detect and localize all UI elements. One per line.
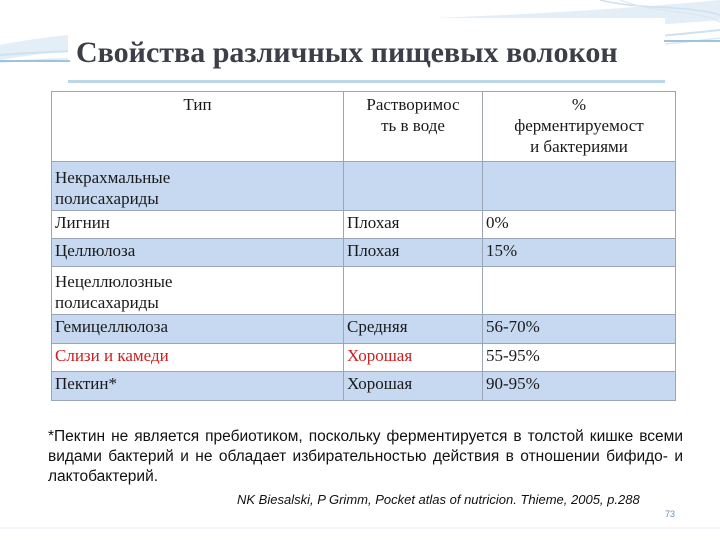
header-fermentation-line-1: %	[571, 95, 587, 114]
row-type-cell: Лигнин	[52, 211, 344, 239]
row-fermentation-cell: 0%	[483, 211, 676, 239]
row-type-label-line-2: полисахариды	[55, 189, 159, 208]
page-number: 73	[664, 509, 675, 519]
table-row	[52, 239, 676, 267]
row-fermentation-cell: 15%	[483, 239, 676, 267]
row-fermentation-cell	[483, 267, 676, 315]
header-fermentation-line-2: ферментируемост	[514, 116, 644, 135]
table-row	[52, 315, 676, 344]
row-fermentation-cell: 90-95%	[483, 372, 676, 401]
left-accent-line	[0, 60, 70, 62]
row-solubility-cell: Плохая	[344, 239, 483, 267]
fiber-properties-table	[51, 91, 676, 401]
row-solubility-cell: Средняя	[344, 315, 483, 344]
reference-citation: NK Biesalski, P Grimm, Pocket atlas of nutricion. Thieme, 2005, p.288	[237, 492, 640, 507]
footnote: *Пектин не является пребиотиком, поскольку ферментируется в толстой кишке всеми видами бактерий и не обладает избирательностью действия в отношении бифидо- и лактобактерий.	[48, 428, 683, 485]
table-row	[52, 211, 676, 239]
header-type: Тип	[52, 92, 344, 162]
table-header-row	[52, 92, 676, 162]
row-solubility-cell: Хорошая	[344, 372, 483, 401]
table-row	[52, 267, 676, 315]
row-type-cell: Гемицеллюлоза	[52, 315, 344, 344]
row-type-cell: Пектин*	[52, 372, 344, 401]
row-solubility-cell: Хорошая	[344, 344, 483, 372]
row-type-cell	[52, 267, 344, 315]
row-solubility-cell	[344, 162, 483, 211]
row-type-cell: Слизи и камеди	[52, 344, 344, 372]
header-solubility-line-1: Растворимос	[366, 95, 460, 114]
table-row	[52, 344, 676, 372]
row-fermentation-cell	[483, 162, 676, 211]
table-row	[52, 162, 676, 211]
header-fermentation-line-3: и бактериями	[530, 137, 628, 156]
title-underline	[68, 80, 665, 83]
row-type-label-line-1: Некрахмальные	[55, 168, 171, 187]
table-row	[52, 372, 676, 401]
row-type-cell	[52, 162, 344, 211]
header-fermentation	[483, 92, 676, 162]
row-fermentation-cell: 56-70%	[483, 315, 676, 344]
slide-title: Свойства различных пищевых волокон	[76, 36, 618, 69]
row-solubility-cell: Плохая	[344, 211, 483, 239]
row-type-label-line-2: полисахариды	[55, 293, 159, 312]
header-solubility	[344, 92, 483, 162]
row-type-label-line-1: Нецеллюлозные	[55, 272, 173, 291]
header-solubility-line-2: ть в воде	[381, 116, 445, 135]
row-fermentation-cell: 55-95%	[483, 344, 676, 372]
row-type-cell: Целлюлоза	[52, 239, 344, 267]
row-solubility-cell	[344, 267, 483, 315]
